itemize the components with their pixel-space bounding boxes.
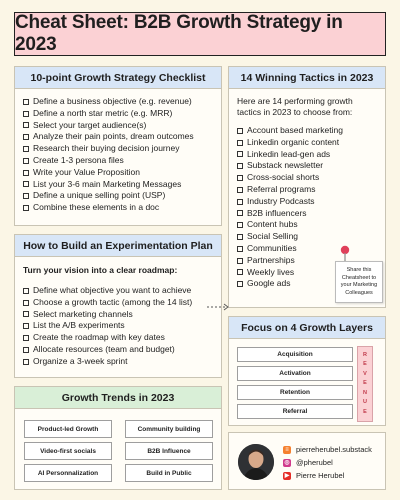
trend-pill: Video-first socials [24, 442, 112, 460]
checklist-list [15, 89, 221, 214]
revenue-bar: R E V E N U E [357, 346, 373, 422]
tactic-item: Cross-social shorts [237, 172, 385, 184]
layer-activation: Activation [237, 366, 353, 381]
tactic-item: Content hubs [237, 219, 385, 231]
substack-icon: ≡ [283, 446, 291, 454]
experiment-card [14, 234, 222, 378]
checkbox-icon [23, 193, 29, 199]
checkbox-icon [23, 181, 29, 187]
tactic-item: Linkedin organic content [237, 137, 385, 149]
checklist-item: Define a north star metric (e.g. MRR) [23, 108, 221, 120]
checklist-item: Define a business objective (e.g. revenue) [23, 96, 221, 108]
tactics-heading: 14 Winning Tactics in 2023 [229, 67, 385, 89]
tactic-item: Social Selling [237, 231, 385, 243]
checkbox-icon [23, 111, 29, 117]
substack-link[interactable]: ≡ pierreherubel.substack [283, 443, 387, 456]
checkbox-icon [237, 151, 243, 157]
checkbox-icon [237, 128, 243, 134]
page-title: Cheat Sheet: B2B Growth Strategy in 2023 [14, 12, 386, 56]
experiment-heading: How to Build an Experimentation Plan [15, 235, 221, 257]
checklist-item: Research their buying decision journey [23, 143, 221, 155]
experiment-item: Allocate resources (team and budget) [23, 344, 221, 356]
experiment-item: Create the roadmap with key dates [23, 332, 221, 344]
checkbox-icon [23, 288, 29, 294]
checklist-card [14, 66, 222, 226]
dashed-arrow-icon [205, 300, 235, 314]
avatar [238, 444, 274, 480]
checkbox-icon [237, 258, 243, 264]
checkbox-icon [237, 199, 243, 205]
checklist-item: Write your Value Proposition [23, 167, 221, 179]
layers-heading: Focus on 4 Growth Layers [229, 317, 385, 339]
trends-card [14, 386, 222, 490]
layer-referral: Referral [237, 404, 353, 419]
checkbox-icon [237, 210, 243, 216]
checkbox-icon [237, 269, 243, 275]
checklist-item: Combine these elements in a doc [23, 202, 221, 214]
trend-pill: Community building [125, 420, 213, 438]
tactic-item: Industry Podcasts [237, 196, 385, 208]
youtube-link[interactable]: ▶ Pierre Herubel [284, 471, 345, 480]
tactic-item: Communities [237, 243, 385, 255]
experiment-item: Choose a growth tactic (among the 14 list) [23, 297, 221, 309]
experiment-item: Define what objective you want to achieve [23, 285, 221, 297]
checklist-item: Create 1-3 persona files [23, 155, 221, 167]
layers-diagram [229, 339, 387, 427]
checkbox-icon [23, 347, 29, 353]
checkbox-icon [23, 300, 29, 306]
checkbox-icon [23, 170, 29, 176]
checklist-item: List your 3-6 main Marketing Messages [23, 179, 221, 191]
trend-pill: AI Personnalization [24, 464, 112, 482]
experiment-list [15, 275, 221, 368]
trend-pill: B2B Influence [125, 442, 213, 460]
tactics-card [228, 66, 386, 308]
checkbox-icon [237, 246, 243, 252]
checkbox-icon [23, 311, 29, 317]
checkbox-icon [23, 335, 29, 341]
checkbox-icon [23, 323, 29, 329]
checkbox-icon [237, 163, 243, 169]
experiment-item: Select marketing channels [23, 309, 221, 321]
checkbox-icon [237, 175, 243, 181]
layer-retention: Retention [237, 385, 353, 400]
layer-acquisition: Acquisition [237, 347, 353, 362]
checkbox-icon [23, 205, 29, 211]
profile-card [228, 432, 386, 490]
tactic-item: Google ads [237, 278, 385, 290]
checklist-item: Analyze their pain points, dream outcomes [23, 131, 221, 143]
checkbox-icon [23, 158, 29, 164]
checkbox-icon [23, 99, 29, 105]
trend-pill: Product-led Growth [24, 420, 112, 438]
social-links [283, 443, 387, 482]
checkbox-icon [23, 134, 29, 140]
trend-pill: Build in Public [125, 464, 213, 482]
experiment-item: Organize a 3-week sprint [23, 356, 221, 368]
instagram-icon: ◎ [284, 460, 290, 466]
layers-card [228, 316, 386, 426]
tactic-item: Linkedin lead-gen ads [237, 149, 385, 161]
checklist-heading: 10-point Growth Strategy Checklist [15, 67, 221, 89]
checkbox-icon [237, 140, 243, 146]
experiment-item: List the A/B experiments [23, 320, 221, 332]
share-note: Share this Cheatsheet to your Marketing Colleagues [335, 261, 383, 303]
checkbox-icon [23, 359, 29, 365]
checklist-item: Define a unique selling point (USP) [23, 190, 221, 202]
youtube-icon: ▶ [284, 473, 290, 479]
checkbox-icon [237, 281, 243, 287]
tactic-item: Referral programs [237, 184, 385, 196]
checkbox-icon [23, 122, 29, 128]
checklist-item: Select your target audience(s) [23, 120, 221, 132]
checkbox-icon [237, 222, 243, 228]
checkbox-icon [237, 187, 243, 193]
tactic-item: B2B influencers [237, 208, 385, 220]
instagram-link[interactable]: ◎ @pherubel [284, 458, 333, 467]
tactic-item: Partnerships [237, 255, 385, 267]
checkbox-icon [237, 234, 243, 240]
trends-heading: Growth Trends in 2023 [15, 387, 221, 409]
tactic-item: Substack newsletter [237, 160, 385, 172]
tactics-intro: Here are 14 performing growth tactics in 2023 to choose from: [237, 96, 353, 117]
checkbox-icon [23, 146, 29, 152]
tactic-item: Weekly lives [237, 267, 385, 279]
experiment-intro: Turn your vision into a clear roadmap: [23, 265, 178, 275]
tactic-item: Account based marketing [237, 125, 385, 137]
